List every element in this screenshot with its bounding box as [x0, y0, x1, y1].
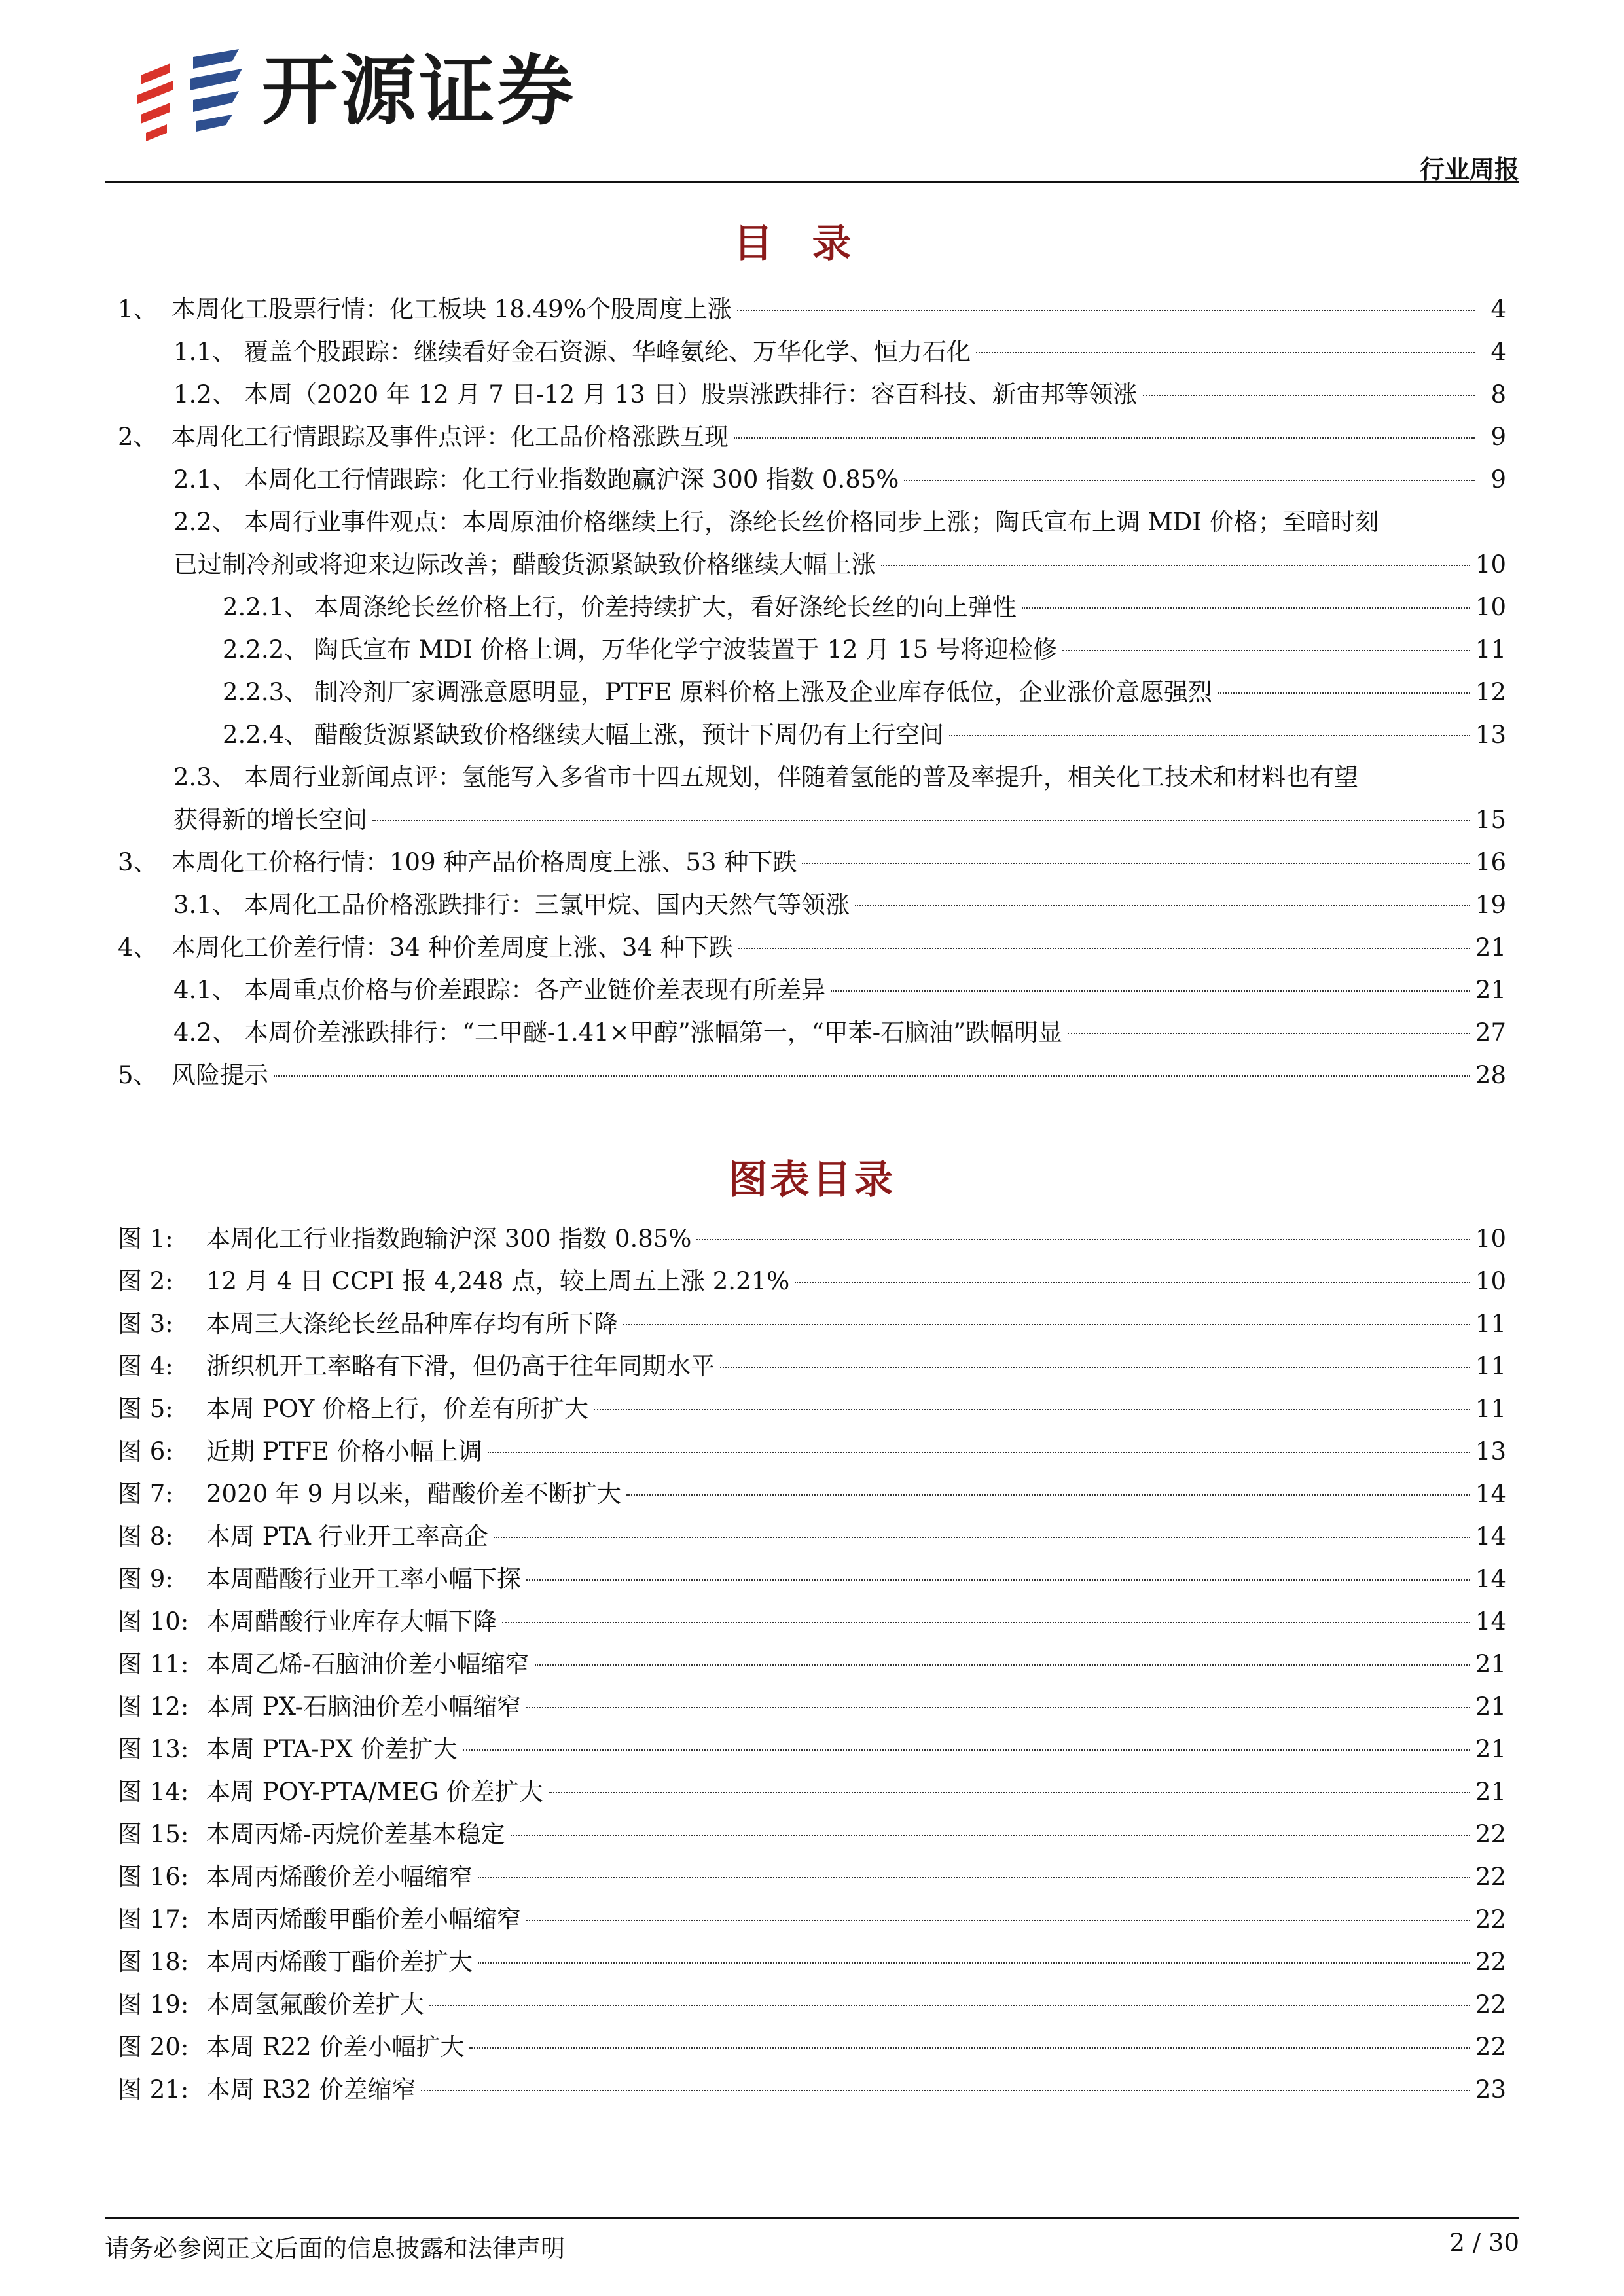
toc-entry-number: 1.2、 [173, 380, 236, 408]
dot-leader [734, 437, 1475, 439]
footer-disclaimer: 请务必参阅正文后面的信息披露和法律声明 [105, 2234, 565, 2263]
figure-entry-number: 图 18: [118, 1948, 189, 1976]
figure-entry-page: 10 [1475, 1267, 1506, 1295]
toc-entry-page: 9 [1490, 465, 1506, 493]
dot-leader [429, 2005, 1470, 2006]
toc-entry-title: 覆盖个股跟踪：继续看好金石资源、华峰氨纶、万华化学、恒力石化 [244, 338, 971, 366]
toc-entry-page: 19 [1475, 891, 1506, 919]
figure-entry-title: 本周醋酸行业库存大幅下降 [206, 1607, 497, 1636]
dot-leader [802, 863, 1470, 864]
company-logo-icon [134, 49, 245, 147]
toc-entry-number: 1、 [118, 295, 158, 323]
figure-entry-page: 14 [1475, 1522, 1506, 1551]
dot-leader [795, 1282, 1470, 1283]
figure-entry[interactable] [118, 1388, 1506, 1430]
figure-entry-page: 11 [1475, 1352, 1506, 1380]
toc-entry[interactable] [118, 628, 1506, 671]
figure-entry-title: 12 月 4 日 CCPI 报 4,248 点，较上周五上涨 2.21% [206, 1267, 790, 1295]
figure-entry[interactable] [118, 1473, 1506, 1515]
figure-entry-title: 本周醋酸行业开工率小幅下探 [206, 1565, 521, 1593]
toc-heading: 目录 [733, 221, 891, 267]
figure-entry-number: 图 15: [118, 1820, 189, 1848]
toc-entry[interactable] [118, 331, 1506, 373]
page-header [0, 0, 1624, 190]
toc-entry-number: 2、 [118, 423, 158, 451]
dot-leader [831, 990, 1470, 992]
dot-leader [855, 905, 1470, 906]
figure-entry-number: 图 5: [118, 1395, 173, 1423]
dot-leader [696, 1239, 1470, 1240]
figure-entry-title: 本周 R22 价差小幅扩大 [206, 2033, 465, 2061]
toc-entry-page: 10 [1475, 593, 1506, 621]
dot-leader [478, 1877, 1470, 1878]
toc-entry-title: 本周化工价差行情：34 种价差周度上涨、34 种下跌 [171, 933, 733, 961]
toc-entry-number: 4、 [118, 933, 158, 961]
figure-entry-number: 图 17: [118, 1905, 189, 1933]
figure-entry[interactable] [118, 2068, 1506, 2111]
figure-entry[interactable] [118, 1983, 1506, 2026]
toc-entry-title: 本周化工品价格涨跌排行：三氯甲烷、国内天然气等领涨 [244, 891, 850, 919]
page-number: 2 / 30 [1449, 2229, 1519, 2257]
figure-entry[interactable] [118, 1430, 1506, 1473]
figure-entry-page: 10 [1475, 1225, 1506, 1253]
figure-entry[interactable] [118, 1345, 1506, 1388]
figures-heading: 图表目录 [728, 1157, 896, 1203]
dot-leader [526, 1920, 1470, 1921]
toc-entry-page: 4 [1490, 338, 1506, 366]
toc-entry-page: 9 [1490, 423, 1506, 451]
figure-entry-page: 21 [1475, 1778, 1506, 1806]
figure-entry-title: 本周 POY 价格上行，价差有所扩大 [206, 1395, 589, 1423]
figure-entry-title: 本周 POY-PTA/MEG 价差扩大 [206, 1778, 543, 1806]
figure-entry[interactable] [118, 1558, 1506, 1600]
figure-entry-number: 图 19: [118, 1990, 189, 2018]
toc-entry[interactable] [118, 926, 1506, 969]
toc-entry-number: 2.3、 [173, 763, 236, 791]
toc-entry-page: 21 [1475, 976, 1506, 1004]
dot-leader [463, 1749, 1470, 1751]
toc-entry-page: 11 [1475, 636, 1506, 664]
figure-list [118, 1217, 1506, 2111]
figure-entry[interactable] [118, 1600, 1506, 1643]
dot-leader [526, 1579, 1470, 1581]
figure-entry[interactable] [118, 1941, 1506, 1983]
figure-entry-number: 图 1: [118, 1225, 173, 1253]
figure-entry-page: 22 [1475, 1948, 1506, 1976]
figure-entry-title: 本周丙烯酸价差小幅缩窄 [206, 1863, 473, 1891]
figure-entry-number: 图 21: [118, 2075, 189, 2104]
figure-entry-title: 近期 PTFE 价格小幅上调 [206, 1437, 482, 1465]
figure-entry[interactable] [118, 1685, 1506, 1728]
figure-entry-title: 本周 R32 价差缩窄 [206, 2075, 416, 2104]
dot-leader [976, 352, 1475, 353]
toc-entry[interactable] [118, 416, 1506, 458]
toc-entry-title: 醋酸货源紧缺致价格继续大幅上涨，预计下周仍有上行空间 [314, 721, 944, 749]
toc-entry-page: 10 [1475, 550, 1506, 579]
dot-leader [904, 480, 1475, 481]
toc-entry-title: 制冷剂厂家调涨意愿明显，PTFE 原料价格上涨及企业库存低位，企业涨价意愿强烈 [314, 678, 1213, 706]
toc-entry-title: 陶氏宣布 MDI 价格上调，万华化学宁波装置于 12 月 15 号将迎检修 [314, 636, 1057, 664]
figure-entry-title: 本周 PTA-PX 价差扩大 [206, 1735, 458, 1763]
toc-entry-number: 5、 [118, 1061, 158, 1089]
figure-entry-number: 图 7: [118, 1480, 173, 1508]
figure-entry[interactable] [118, 1728, 1506, 1770]
report-type-label: 行业周报 [1419, 155, 1519, 184]
figure-entry-title: 本周丙烯酸丁酯价差扩大 [206, 1948, 473, 1976]
figure-entry-page: 21 [1475, 1735, 1506, 1763]
toc-entry[interactable] [118, 501, 1506, 586]
dot-leader [488, 1452, 1470, 1453]
figure-entry-page: 11 [1475, 1395, 1506, 1423]
figure-entry-title: 2020 年 9 月以来，醋酸价差不断扩大 [206, 1480, 621, 1508]
figure-entry-page: 14 [1475, 1607, 1506, 1636]
dot-leader [949, 735, 1470, 736]
dot-leader [626, 1494, 1470, 1496]
toc-entry-number: 2.2.1、 [223, 593, 309, 621]
toc-entry[interactable] [118, 884, 1506, 926]
figure-entry[interactable] [118, 1813, 1506, 1856]
toc-entry-number: 2.2.4、 [223, 721, 309, 749]
toc-entry[interactable] [118, 586, 1506, 628]
figure-entry-page: 22 [1475, 1990, 1506, 2018]
toc-entry-page: 4 [1490, 295, 1506, 323]
dot-leader [1068, 1033, 1470, 1034]
dot-leader [881, 565, 1470, 566]
dot-leader [494, 1537, 1470, 1538]
table-of-contents [118, 288, 1506, 1096]
dot-leader [1143, 395, 1475, 396]
toc-entry[interactable] [118, 1011, 1506, 1054]
figure-entry-number: 图 11: [118, 1650, 189, 1678]
figure-entry-number: 图 9: [118, 1565, 173, 1593]
toc-entry-page: 28 [1475, 1061, 1506, 1089]
dot-leader [526, 1707, 1470, 1708]
figure-entry-page: 22 [1475, 1863, 1506, 1891]
dot-leader [623, 1324, 1470, 1325]
toc-entry-title: 本周化工价格行情：109 种产品价格周度上涨、53 种下跌 [171, 848, 797, 876]
toc-entry[interactable] [118, 969, 1506, 1011]
figure-entry-number: 图 10: [118, 1607, 189, 1636]
figure-entry-number: 图 12: [118, 1693, 189, 1721]
dot-leader [549, 1792, 1470, 1793]
figure-entry-title: 本周 PTA 行业开工率高企 [206, 1522, 488, 1551]
figure-entry-number: 图 13: [118, 1735, 189, 1763]
toc-entry-page: 8 [1490, 380, 1506, 408]
toc-entry[interactable] [118, 756, 1506, 841]
figure-entry-number: 图 14: [118, 1778, 189, 1806]
figure-entry-number: 图 4: [118, 1352, 173, 1380]
toc-entry[interactable] [118, 373, 1506, 416]
toc-entry[interactable] [118, 671, 1506, 713]
toc-entry-title-continued: 获得新的增长空间 [173, 806, 367, 834]
figure-entry-number: 图 6: [118, 1437, 173, 1465]
figure-entry-number: 图 16: [118, 1863, 189, 1891]
toc-entry-number: 3、 [118, 848, 158, 876]
figure-entry-page: 22 [1475, 1905, 1506, 1933]
figure-entry[interactable] [118, 1217, 1506, 1260]
figure-entry-title: 本周化工行业指数跑输沪深 300 指数 0.85% [206, 1225, 692, 1253]
toc-entry-page: 15 [1475, 806, 1506, 834]
figure-entry-page: 22 [1475, 1820, 1506, 1848]
dot-leader [469, 2047, 1470, 2049]
figure-entry[interactable] [118, 1856, 1506, 1898]
toc-entry-number: 2.2.3、 [223, 678, 309, 706]
toc-entry-page: 12 [1475, 678, 1506, 706]
figure-entry-title: 本周丙烯酸甲酯价差小幅缩窄 [206, 1905, 521, 1933]
toc-entry-title: 风险提示 [171, 1061, 268, 1089]
figure-entry-title: 本周丙烯-丙烷价差基本稳定 [206, 1820, 505, 1848]
toc-entry[interactable] [118, 288, 1506, 331]
toc-entry-title: 本周行业新闻点评：氢能写入多省市十四五规划，伴随着氢能的普及率提升，相关化工技术和材料也有望 [244, 763, 1358, 791]
toc-entry-title: 本周重点价格与价差跟踪：各产业链价差表现有所差异 [244, 976, 825, 1004]
dot-leader [594, 1409, 1470, 1410]
toc-entry-title: 本周化工股票行情：化工板块 18.49%个股周度上涨 [171, 295, 732, 323]
figure-entry-page: 21 [1475, 1693, 1506, 1721]
dot-leader [738, 948, 1470, 949]
toc-entry[interactable] [118, 841, 1506, 884]
dot-leader [421, 2090, 1470, 2091]
toc-entry-number: 2.2、 [173, 508, 236, 536]
dot-leader [502, 1622, 1470, 1623]
dot-leader [1062, 650, 1470, 651]
toc-entry-title: 本周（2020 年 12 月 7 日-12 月 13 日）股票涨跌排行：容百科技、新宙邦等领涨 [244, 380, 1138, 408]
dot-leader [737, 310, 1475, 311]
footer-divider [105, 2217, 1519, 2219]
dot-leader [478, 1962, 1470, 1964]
figure-entry-title: 本周氢氟酸价差扩大 [206, 1990, 424, 2018]
figure-entry-number: 图 2: [118, 1267, 173, 1295]
toc-entry[interactable] [118, 713, 1506, 756]
toc-entry-page: 21 [1475, 933, 1506, 961]
toc-entry-number: 1.1、 [173, 338, 236, 366]
figure-entry[interactable] [118, 1260, 1506, 1302]
toc-entry-number: 3.1、 [173, 891, 236, 919]
dot-leader [274, 1075, 1470, 1077]
figure-entry-number: 图 8: [118, 1522, 173, 1551]
toc-entry-page: 27 [1475, 1018, 1506, 1047]
toc-entry-number: 4.1、 [173, 976, 236, 1004]
figure-entry-page: 11 [1475, 1310, 1506, 1338]
toc-entry-page: 13 [1475, 721, 1506, 749]
figure-entry-title: 浙织机开工率略有下滑，但仍高于往年同期水平 [206, 1352, 715, 1380]
figure-entry-title: 本周三大涤纶长丝品种库存均有所下降 [206, 1310, 618, 1338]
figure-entry[interactable] [118, 1643, 1506, 1685]
figure-entry[interactable] [118, 2026, 1506, 2068]
figure-entry-title: 本周乙烯-石脑油价差小幅缩窄 [206, 1650, 530, 1678]
figure-entry-page: 14 [1475, 1565, 1506, 1593]
figure-entry-page: 13 [1475, 1437, 1506, 1465]
figure-entry[interactable] [118, 1770, 1506, 1813]
toc-entry-title: 本周涤纶长丝价格上行，价差持续扩大，看好涤纶长丝的向上弹性 [314, 593, 1017, 621]
figure-entry[interactable] [118, 1898, 1506, 1941]
dot-leader [720, 1367, 1470, 1368]
toc-entry-page: 16 [1475, 848, 1506, 876]
figure-entry-page: 23 [1475, 2075, 1506, 2104]
toc-entry-number: 4.2、 [173, 1018, 236, 1047]
toc-entry-number: 2.2.2、 [223, 636, 309, 664]
toc-entry-title-continued: 已过制冷剂或将迎来边际改善；醋酸货源紧缺致价格继续大幅上涨 [173, 550, 876, 579]
toc-entry-number: 2.1、 [173, 465, 236, 493]
figure-entry-title: 本周 PX-石脑油价差小幅缩窄 [206, 1693, 522, 1721]
company-name: 开源证券 [262, 47, 576, 135]
dot-leader [1022, 607, 1470, 609]
toc-entry[interactable] [118, 1054, 1506, 1096]
dot-leader [511, 1835, 1470, 1836]
figure-entry-page: 22 [1475, 2033, 1506, 2061]
figure-entry-number: 图 20: [118, 2033, 189, 2061]
figure-entry-number: 图 3: [118, 1310, 173, 1338]
toc-entry[interactable] [118, 458, 1506, 501]
toc-entry-title: 本周价差涨跌排行：“二甲醚-1.41×甲醇”涨幅第一，“甲苯-石脑油”跌幅明显 [244, 1018, 1063, 1047]
toc-entry-title: 本周化工行情跟踪及事件点评：化工品价格涨跌互现 [171, 423, 729, 451]
figure-entry[interactable] [118, 1515, 1506, 1558]
toc-entry-title: 本周化工行情跟踪：化工行业指数跑赢沪深 300 指数 0.85% [244, 465, 899, 493]
dot-leader [372, 820, 1470, 821]
figure-entry[interactable] [118, 1302, 1506, 1345]
toc-entry-title: 本周行业事件观点：本周原油价格继续上行，涤纶长丝价格同步上涨；陶氏宣布上调 MDI 价格；至暗时刻 [244, 508, 1379, 536]
dot-leader [1218, 692, 1470, 694]
dot-leader [535, 1664, 1470, 1666]
figure-entry-page: 14 [1475, 1480, 1506, 1508]
figure-entry-page: 21 [1475, 1650, 1506, 1678]
header-divider [105, 181, 1519, 183]
